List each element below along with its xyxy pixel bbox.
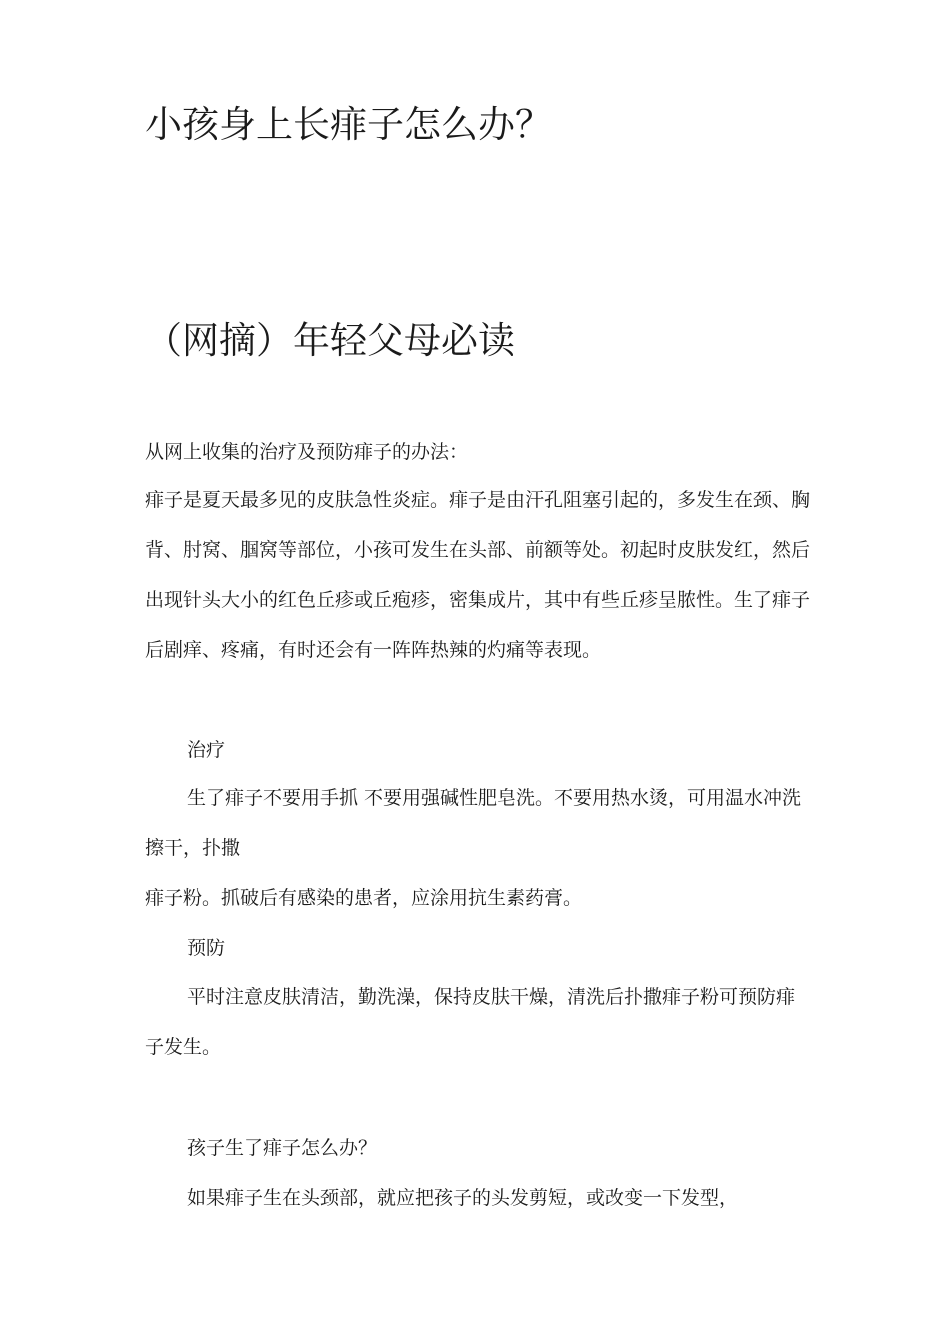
treatment-paragraph: 生了痱子不要用手抓 不要用强碱性肥皂洗。不要用热水烫，可用温水冲洗擦干，扑撒 — [145, 787, 802, 859]
treatment-paragraph-continued: 痱子粉。抓破后有感染的患者，应涂用抗生素药膏。 — [145, 887, 583, 909]
description-paragraph: 痱子是夏天最多见的皮肤急性炎症。痱子是由汗孔阻塞引起的，多发生在颈、胸背、肘窝、腘窝等部位，小孩可发生在头部、前额等处。初起时皮肤发红，然后出现针头大小的红色丘疹或丘疱疹，密集成片，其中有些丘疹呈脓性。生了痱子后剧痒、疼痛，有时还会有一阵阵热辣的灼痛等表现。 — [145, 489, 811, 661]
prevention-heading: 预防 — [187, 937, 226, 959]
question-heading: 孩子生了痱子怎么办？ — [187, 1137, 378, 1159]
document-subtitle: （网摘）年轻父母必读 — [145, 319, 515, 362]
document-title: 小孩身上长痱子怎么办？ — [145, 103, 552, 146]
question-paragraph: 如果痱子生在头颈部，就应把孩子的头发剪短，或改变一下发型， — [187, 1187, 739, 1209]
prevention-paragraph: 平时注意皮肤清洁，勤洗澡，保持皮肤干燥，清洗后扑撒痱子粉可预防痱子发生。 — [145, 986, 796, 1058]
treatment-heading: 治疗 — [187, 739, 226, 761]
intro-line: 从网上收集的治疗及预防痱子的办法： — [145, 441, 469, 463]
